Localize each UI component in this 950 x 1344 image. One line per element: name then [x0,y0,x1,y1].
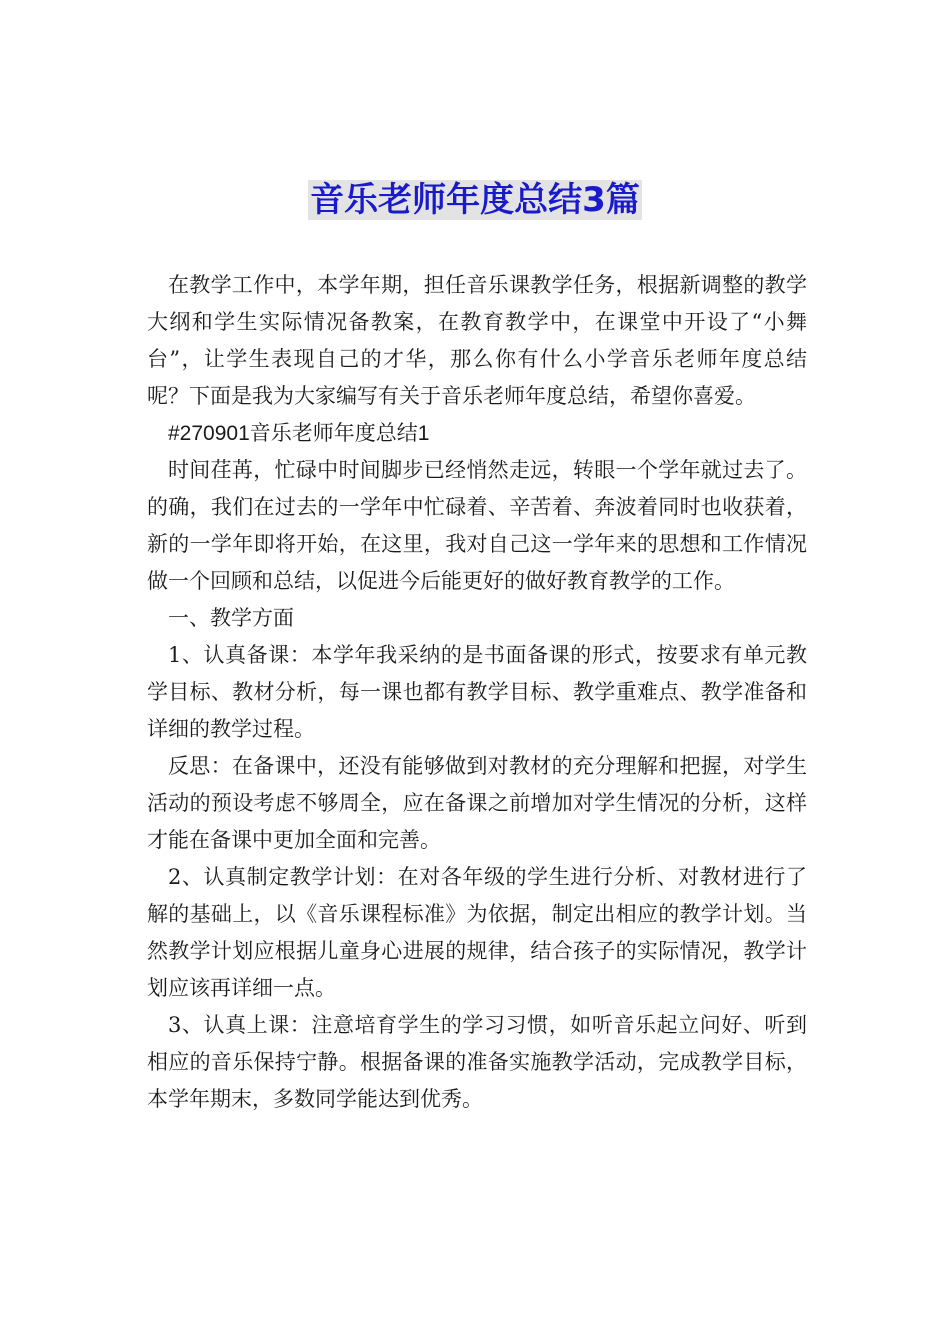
body-paragraph: 1、认真备课：本学年我采纳的是书面备课的形式，按要求有单元教学目标、教材分析，每一课也都有教学目标、教学重难点、教学准备和详细的教学过程。 [147,643,807,741]
body-paragraph: 反思：在备课中，还没有能够做到对教材的充分理解和把握，对学生活动的预设考虑不够周全，应在备课之前增加对学生情况的分析，这样才能在备课中更加全面和完善。 [147,754,807,852]
document-body [147,267,807,1118]
subsection-heading: 一、教学方面 [168,606,294,630]
body-paragraph: 2、认真制定教学计划：在对各年级的学生进行分析、对教材进行了解的基础上，以《音乐课程标准》为依据，制定出相应的教学计划。当然教学计划应根据儿童身心进展的规律，结合孩子的实际情况，教学计划应该再详细一点。 [147,865,807,1000]
body-paragraph: 时间荏苒，忙碌中时间脚步已经悄然走远，转眼一个学年就过去了。的确，我们在过去的一学年中忙碌着、辛苦着、奔波着同时也收获着，新的一学年即将开始，在这里，我对自己这一学年来的思想和工作情况做一个回顾和总结，以促进今后能更好的做好教育教学的工作。 [147,458,807,593]
document-title-text: 音乐老师年度总结3篇 [310,180,640,220]
intro-paragraph: 在教学工作中，本学年期，担任音乐课教学任务，根据新调整的教学大纲和学生实际情况备教案，在教育教学中，在课堂中开设了“小舞台”，让学生表现自己的才华，那么你有什么小学音乐老师年度总结呢？下面是我为大家编写有关于音乐老师年度总结，希望你喜爱。 [147,273,807,408]
body-paragraph: 3、认真上课：注意培育学生的学习习惯，如听音乐起立问好、听到相应的音乐保持宁静。根据备课的准备实施教学活动，完成教学目标，本学年期末，多数同学能达到优秀。 [147,1013,807,1111]
section-heading: #270901音乐老师年度总结1 [168,422,430,445]
document-title [0,178,950,222]
